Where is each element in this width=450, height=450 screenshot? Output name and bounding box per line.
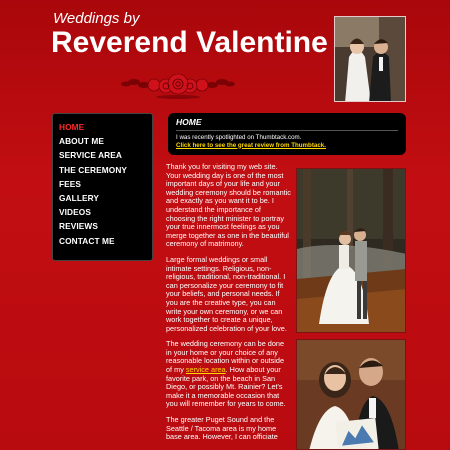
service-area-link[interactable]: service area — [185, 365, 226, 375]
nav-item-fees[interactable]: FEES — [59, 178, 82, 189]
forest-couple-photo — [296, 168, 406, 333]
nav-item-home[interactable]: HOME — [59, 122, 85, 132]
nav-item-reviews[interactable]: REVIEWS — [59, 221, 98, 232]
site-title: Reverend Valentine — [51, 26, 328, 59]
page-heading: HOME — [176, 117, 202, 127]
spotlight-notice — [168, 113, 406, 155]
main-content — [166, 163, 291, 449]
ceremony-types-paragraph: Large formal weddings or small intimate settings. Religious, non-religious, traditional, non-traditional. I can personalize your ceremony to fit your beliefs, and personal needs. If you are the creative type, you can write your own ceremony, or we can work together to create a unique, personalized celebration of your love. — [166, 254, 287, 333]
site-subtitle: Weddings by — [53, 10, 140, 27]
nav-item-service-area[interactable]: SERVICE AREA — [59, 150, 122, 161]
location-text-end: . How about your favorite park, on the beach in San Diego, or possibly Mt. Rainier? Let's make it a memorable occasion that you will remember for years to come. — [166, 365, 286, 409]
header — [0, 0, 450, 105]
thumbtack-review-link[interactable]: Click here to see the great review from Thumbtack. — [176, 141, 326, 149]
nav-item-about-me[interactable]: ABOUT ME — [59, 136, 105, 147]
location-paragraph — [166, 340, 291, 409]
location-text-start: The wedding ceremony can be done in your home or your choice of any reasonable location within or outside of my — [166, 339, 285, 375]
main-nav — [52, 113, 153, 261]
nav-item-gallery[interactable]: GALLERY — [59, 192, 100, 203]
nav-item-contact-me[interactable]: CONTACT ME — [59, 235, 115, 246]
roses-ornament — [120, 68, 236, 102]
nav-item-videos[interactable]: VIDEOS — [59, 207, 91, 218]
notice-text: I was recently spotlighted on Thumbtack.com. — [176, 134, 302, 141]
nav-item-the-ceremony[interactable]: THE CEREMONY — [59, 164, 128, 175]
home-base-paragraph: The greater Puget Sound and the Seattle / Tacoma area is my home base area. However, I can officiate — [166, 415, 278, 442]
intro-paragraph: Thank you for visiting my web site. Your wedding day is one of the most important days of your life and your wedding ceremony should be romantic and exactly as you want it to be. I understand the importance of choosing the right minister to portray your true innermost feelings as you merge together as one in the beautiful ceremony of matrimony. — [166, 162, 291, 249]
header-couple-photo — [334, 16, 406, 102]
couple-portrait-photo — [296, 339, 406, 450]
divider — [176, 130, 398, 131]
